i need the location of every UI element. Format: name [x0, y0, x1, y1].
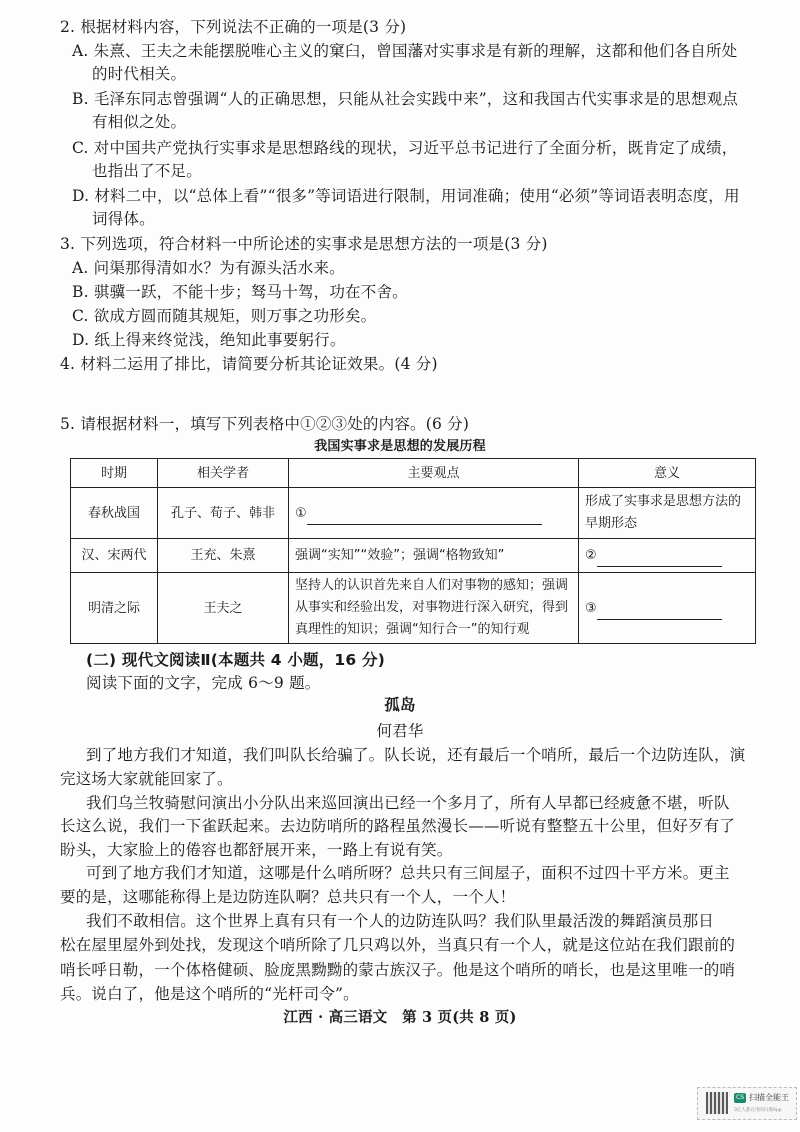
cell-period: 明清之际: [71, 573, 158, 644]
cell-views: 坚持人的认识首先来自人们对事物的感知；强调从事实和经验出发，对事物进行深入研究，得到真理性的知识；强调“知行合一”的知行观: [289, 573, 579, 644]
development-table: [70, 458, 756, 644]
q5-stem: 5. 请根据材料一，填写下列表格中①②③处的内容。(6 分): [60, 415, 470, 433]
q3-option-d: D. 纸上得来终觉浅，绝知此事要躬行。: [72, 331, 346, 349]
section-heading: (二) 现代文阅读Ⅱ(本题共 4 小题，16 分): [86, 651, 385, 669]
cell-views: 强调“实知”“效验”；强调“格物致知”: [289, 539, 579, 573]
header-period: 时期: [71, 459, 158, 488]
story-paragraph-4-cont: 兵。说白了，他是这个哨所的“光杆司令”。: [60, 985, 359, 1003]
story-paragraph-3-cont: 要的是，这哪能称得上是边防连队啊？总共只有一个人，一个人！: [60, 888, 516, 906]
cell-scholars: 王夫之: [158, 573, 289, 644]
q2-option-d: D. 材料二中，以“总体上看”“很多”等词语进行限制，用词准确；使用“必须”等词语表明态度，用: [72, 187, 740, 205]
table-title: 我国实事求是思想的发展历程: [314, 439, 486, 454]
table-header-row: [71, 459, 756, 488]
q4-stem: 4. 材料二运用了排比，请简要分析其论证效果。(4 分): [60, 355, 438, 373]
q2-option-a-cont: 的时代相关。: [92, 65, 187, 83]
watermark-brand: 扫描全能王: [749, 1093, 789, 1102]
table-row: [71, 573, 756, 644]
scanner-watermark: [697, 1087, 797, 1120]
camscanner-logo-icon: CS: [736, 1094, 744, 1101]
story-paragraph-2-cont: 盼头，大家脸上的倦容也都舒展开来，一路上有说有笑。: [60, 841, 453, 859]
q2-option-c-cont: 也指出了不足。: [92, 162, 202, 180]
story-paragraph-1: 到了地方我们才知道，我们叫队长给骗了。队长说，还有最后一个哨所，最后一个边防连队，演: [86, 746, 746, 764]
cell-scholars: 孔子、荀子、韩非: [158, 488, 289, 539]
answer-blank-3[interactable]: [597, 603, 722, 620]
q2-option-a: A. 朱熹、王夫之未能摆脱唯心主义的窠臼，曾国藩对实事求是有新的理解，这都和他们各自所处: [72, 42, 738, 60]
blank-marker-2: ②: [585, 548, 597, 563]
q3-stem: 3. 下列选项，符合材料一中所论述的实事求是思想方法的一项是(3 分): [60, 235, 548, 253]
page-footer: 江西 · 高三语文 第 3 页(共 8 页): [283, 1009, 517, 1026]
header-significance: 意义: [579, 459, 756, 488]
q2-option-d-cont: 词得体。: [92, 210, 155, 228]
header-scholars: 相关学者: [158, 459, 289, 488]
answer-blank-2[interactable]: [597, 550, 722, 567]
story-author: 何君华: [376, 722, 424, 740]
watermark-subtitle: 3亿人都在用的扫描App: [734, 1108, 782, 1113]
story-paragraph-4-cont: 哨长呼日勒，一个体格健硕、脸庞黑黝黝的蒙古族汉子。他是这个哨所的哨长，也是这里唯一的哨: [60, 961, 736, 979]
story-paragraph-2: 我们乌兰牧骑慰问演出小分队出来巡回演出已经一个多月了，所有人早都已经疲惫不堪，听队: [86, 794, 730, 812]
cell-period: 汉、宋两代: [71, 539, 158, 573]
q3-option-a: A. 问渠那得清如水？为有源头活水来。: [72, 259, 345, 277]
story-paragraph-2-cont: 长这么说，我们一下雀跃起来。去边防哨所的路程虽然漫长——听说有整整五十公里，但好歹有了: [60, 817, 736, 835]
q2-stem: 2. 根据材料内容，下列说法不正确的一项是(3 分): [60, 18, 407, 36]
cell-significance: 形成了实事求是思想方法的早期形态: [579, 488, 756, 539]
q3-option-c: C. 欲成方圆而随其规矩，则万事之功形矣。: [72, 307, 377, 325]
table-row: [71, 539, 756, 573]
q2-option-b: B. 毛泽东同志曾强调“人的正确思想，只能从社会实践中来”，这和我国古代实事求是的思想观点: [72, 90, 739, 108]
answer-blank-1[interactable]: [307, 508, 542, 525]
table-row: [71, 488, 756, 539]
q2-option-c: C. 对中国共产党执行实事求是思想路线的现状，习近平总书记进行了全面分析，既肯定了成绩，: [72, 139, 738, 157]
q2-option-b-cont: 有相似之处。: [92, 113, 187, 131]
header-views: 主要观点: [289, 459, 579, 488]
cell-significance: [579, 539, 756, 573]
cell-period: 春秋战国: [71, 488, 158, 539]
cell-scholars: 王充、朱熹: [158, 539, 289, 573]
story-paragraph-3: 可到了地方我们才知道，这哪是什么哨所呀？总共只有三间屋子，面积不过四十平方米。更主: [86, 864, 730, 882]
cell-views: [289, 488, 579, 539]
story-paragraph-4: 我们不敢相信。这个世界上真有只有一个人的边防连队吗？我们队里最活泼的舞蹈演员那日: [86, 912, 715, 930]
blank-marker-3: ③: [585, 600, 597, 616]
qr-code-icon: [706, 1092, 728, 1114]
cell-significance: [579, 573, 756, 644]
story-paragraph-1-cont: 完这场大家就能回家了。: [60, 770, 233, 788]
story-title: 孤岛: [384, 696, 416, 714]
q3-option-b: B. 骐骥一跃，不能十步；驽马十驾，功在不舍。: [72, 283, 408, 301]
blank-marker-1: ①: [295, 505, 307, 521]
section-instruction: 阅读下面的文字，完成 6～9 题。: [86, 674, 321, 692]
story-paragraph-4-cont: 松在屋里屋外到处找，发现这个哨所除了几只鸡以外，当真只有一个人，就是这位站在我们跟前的: [60, 936, 736, 954]
